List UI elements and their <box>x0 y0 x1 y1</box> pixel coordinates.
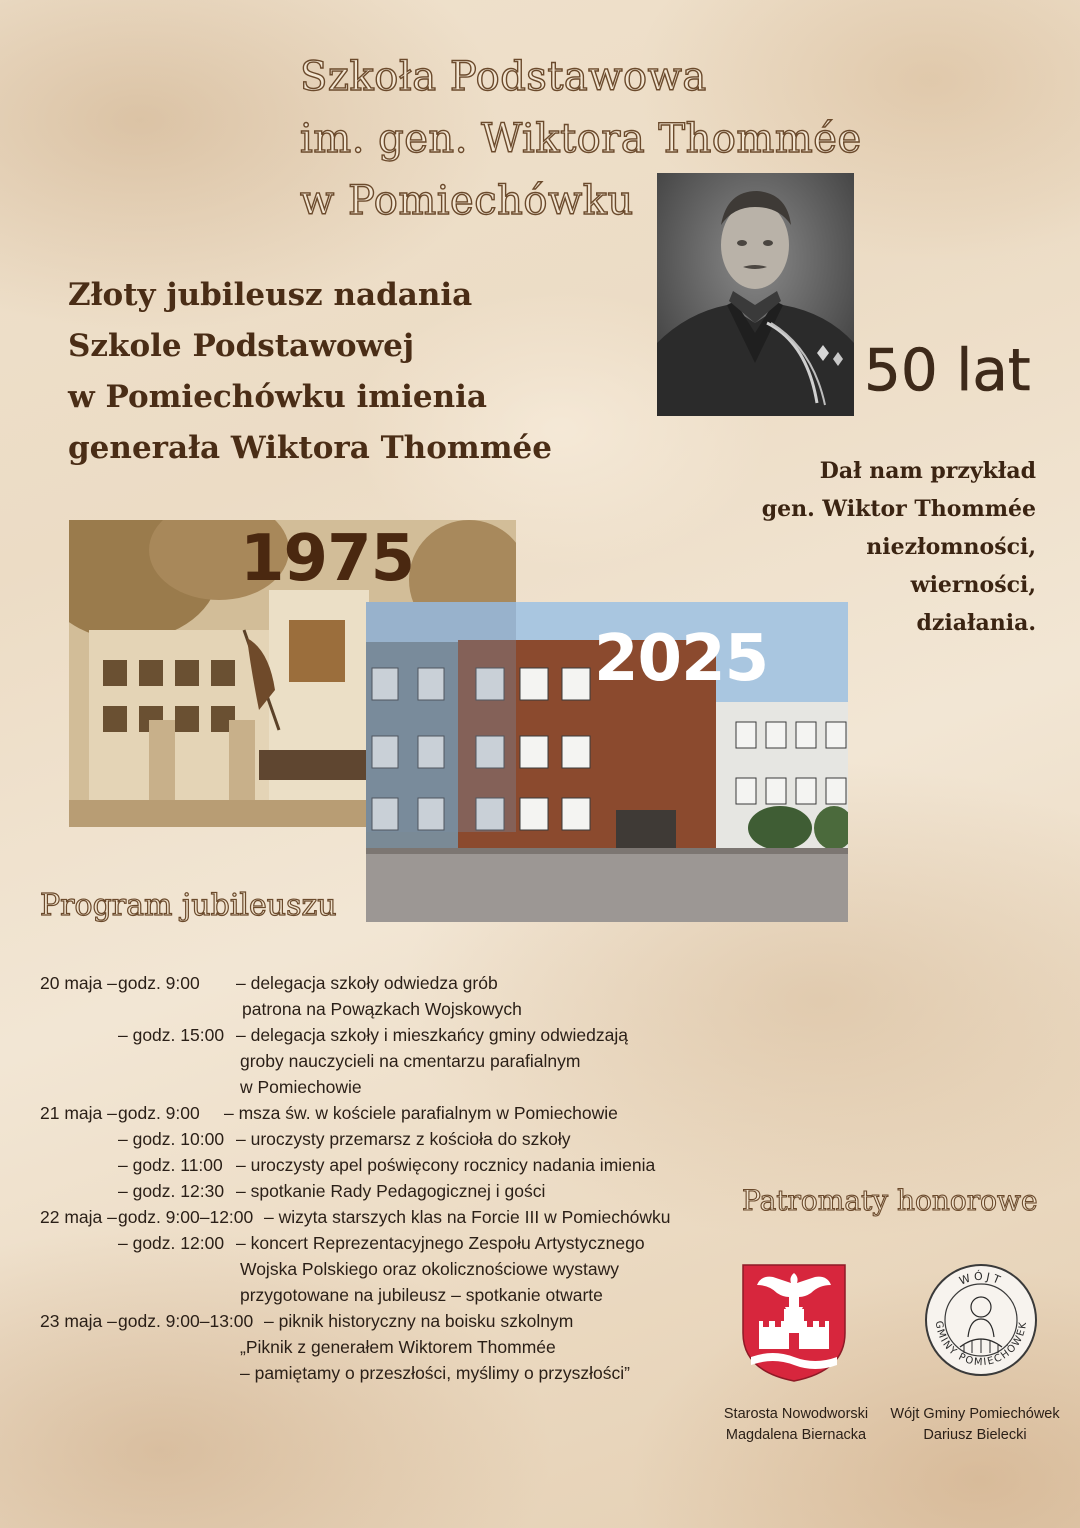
program-time: godz. 9:00–13:00 <box>118 1311 254 1331</box>
program-time: godz. 9:00 <box>118 973 200 993</box>
program-description: – msza św. w kościele parafialnym w Pomiechowie <box>224 1103 618 1123</box>
program-description: – piknik historyczny na boisku szkolnym <box>264 1311 574 1331</box>
program-row <box>40 1048 740 1074</box>
program-row <box>40 996 740 1022</box>
program-time: – godz. 11:00 <box>118 1155 223 1175</box>
patron-1-role: Starosta Nowodworski <box>723 1406 869 1422</box>
anniversary-label: 50 lat <box>864 336 1031 404</box>
mayor-seal-icon <box>924 1263 1038 1377</box>
patron-2-role: Wójt Gminy Pomiechówek <box>890 1406 1060 1422</box>
program-description: – wizyta starszych klas na Forcie III w Pomiechówku <box>264 1207 671 1227</box>
program-description: – spotkanie Rady Pedagogicznej i gości <box>236 1181 546 1201</box>
jubilee-headline <box>68 270 648 474</box>
portrait-illustration <box>657 173 854 416</box>
program-date: 20 maja – <box>40 973 117 993</box>
nowy-dwor-county-crest <box>741 1263 847 1383</box>
program-description: „Piknik z generałem Wiktorem Thommée <box>240 1337 556 1357</box>
program-time: – godz. 12:00 <box>118 1233 225 1253</box>
quote-line-1: Dał nam przykład <box>819 458 1036 484</box>
quote-line-3: niezłomności, <box>866 534 1036 560</box>
school-title-line-1: Szkoła Podstawowa <box>300 54 707 100</box>
patron-2-signature <box>880 1404 1070 1446</box>
program-time: – godz. 12:30 <box>118 1181 225 1201</box>
year-1975-label: 1975 <box>240 522 415 596</box>
program-row <box>40 1360 740 1386</box>
program-time: godz. 9:00 <box>118 1103 200 1123</box>
program-row <box>40 1204 740 1230</box>
program-description: patrona na Powązkach Wojskowych <box>242 999 522 1019</box>
program-title: Program jubileuszu <box>40 888 337 923</box>
headline-line-4: generała Wiktora Thommée <box>68 430 552 466</box>
program-time: – godz. 15:00 <box>118 1025 225 1045</box>
program-date: 22 maja – <box>40 1207 117 1227</box>
patron-1-signature <box>712 1404 880 1446</box>
program-description: – pamiętamy o przeszłości, myślimy o przyszłości” <box>240 1363 630 1383</box>
quote-line-4: wierności, <box>910 572 1036 598</box>
program-schedule <box>40 970 740 1386</box>
program-row <box>40 1178 740 1204</box>
patronage-title: Patromaty honorowe <box>742 1184 1038 1217</box>
program-description: – uroczysty przemarsz z kościoła do szkoły <box>236 1129 571 1149</box>
program-description: – delegacja szkoły i mieszkańcy gminy odwiedzają <box>236 1025 628 1045</box>
year-2025-label: 2025 <box>594 622 769 696</box>
headline-line-1: Złoty jubileusz nadania <box>68 277 473 313</box>
county-crest-icon <box>741 1263 847 1383</box>
headline-line-2: Szkole Podstawowej <box>68 328 415 364</box>
program-description: groby nauczycieli na cmentarzu parafialnym <box>240 1051 581 1071</box>
headline-line-3: w Pomiechówku imienia <box>68 379 487 415</box>
patron-1-name: Magdalena Biernacka <box>725 1427 867 1443</box>
program-date: 23 maja – <box>40 1311 117 1331</box>
program-row <box>40 1074 740 1100</box>
program-row <box>40 1230 740 1256</box>
program-row <box>40 1282 740 1308</box>
program-time: – godz. 10:00 <box>118 1129 225 1149</box>
quote-line-5: działania. <box>916 610 1036 636</box>
school-title-line-2: im. gen. Wiktora Thommée <box>300 116 862 162</box>
program-description: w Pomiechowie <box>240 1077 362 1097</box>
quote-line-2: gen. Wiktor Thommée <box>761 496 1036 522</box>
program-date: 21 maja – <box>40 1103 117 1123</box>
program-description: Wojska Polskiego oraz okolicznościowe wystawy <box>240 1259 619 1279</box>
general-portrait <box>657 173 854 416</box>
program-description: – uroczysty apel poświęcony rocznicy nadania imienia <box>236 1155 656 1175</box>
program-row <box>40 970 740 996</box>
seal-text-top: WÓJT <box>957 1269 1005 1288</box>
program-row <box>40 1256 740 1282</box>
program-row <box>40 1152 740 1178</box>
program-description: – koncert Reprezentacyjnego Zespołu Artystycznego <box>236 1233 645 1253</box>
program-time: godz. 9:00–12:00 <box>118 1207 254 1227</box>
school-title-line-3: w Pomiechówku <box>300 178 634 224</box>
program-description: przygotowane na jubileusz – spotkanie otwarte <box>240 1285 603 1305</box>
program-row <box>40 1126 740 1152</box>
program-description: – delegacja szkoły odwiedza grób <box>236 973 498 993</box>
program-row <box>40 1334 740 1360</box>
seal-text-bottom: GMINY POMIECHÓWEK <box>932 1320 1030 1369</box>
patron-2-name: Dariusz Bielecki <box>923 1427 1027 1443</box>
program-row <box>40 1100 740 1126</box>
pomiechowek-mayor-seal <box>924 1263 1038 1377</box>
program-row <box>40 1022 740 1048</box>
program-row <box>40 1308 740 1334</box>
